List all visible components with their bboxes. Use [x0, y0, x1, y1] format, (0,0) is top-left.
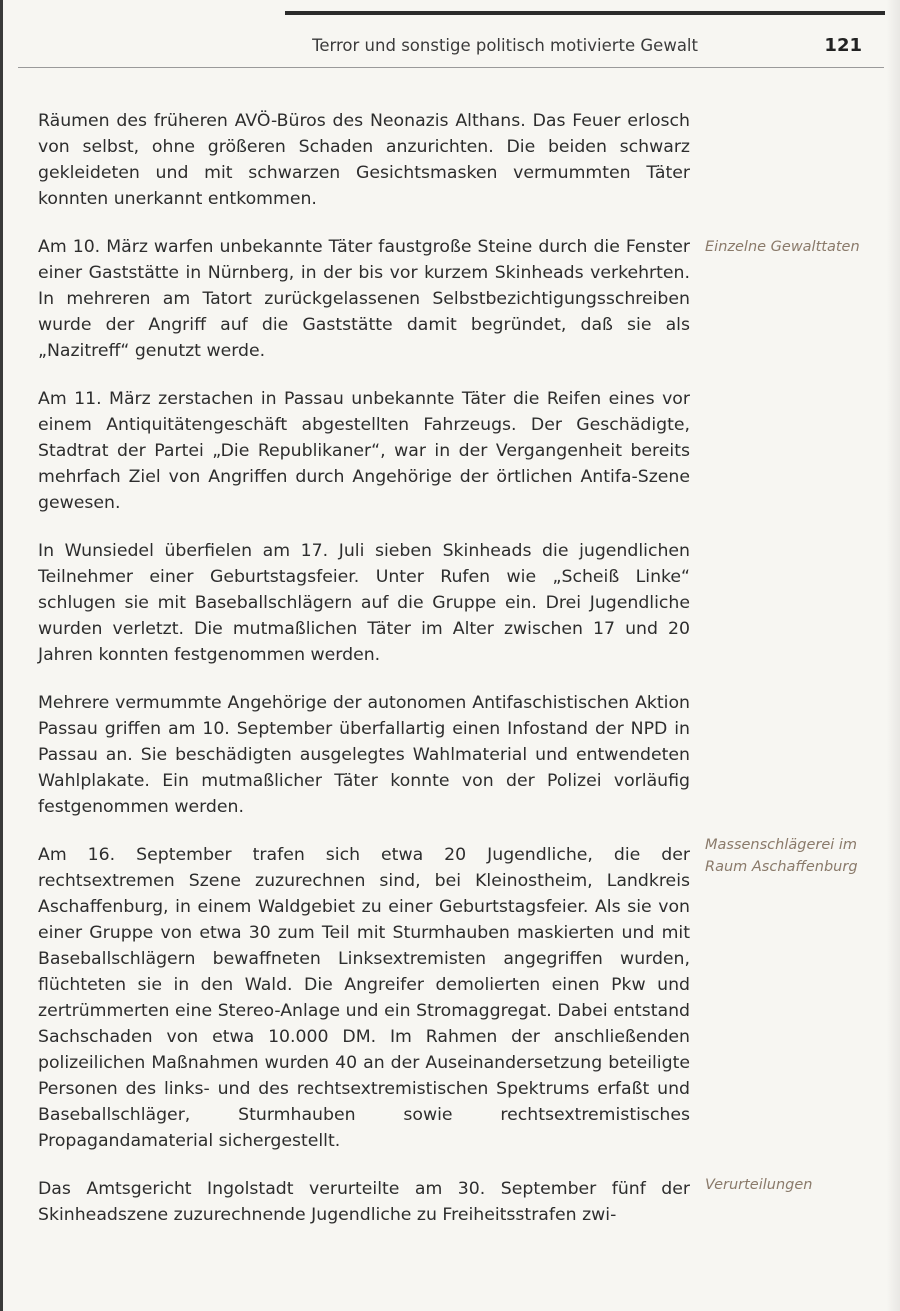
margin-note-verurteilungen: Verurteilungen — [705, 1177, 813, 1193]
page-number: 121 — [824, 35, 862, 56]
paragraph-ingolstadt: Das Amtsgericht Ingolstadt verurteilte am 30. September fünf der Skinheadszene zuzurechnende Jugendliche zu Freiheitsstrafen zwi- — [38, 1179, 690, 1225]
margin-note-massenschlaegerei: Massenschlägerei im Raum Aschaffenburg — [705, 837, 858, 875]
paragraph-avoe-fire: Räumen des früheren AVÖ-Büros des Neonazis Althans. Das Feuer erlosch von selbst, ohne größeren Schaden anzurichten. Die beiden schwarz gekleideten und mit schwarzen Gesichtsmasken vermummten Täter konnten unerkannt entkommen. — [38, 111, 690, 209]
paragraph-aschaffenburg: Am 16. September trafen sich etwa 20 Jugendliche, die der rechtsextremen Szene zuzurechnen sind, bei Kleinostheim, Landkreis Aschaffenburg, in einem Waldgebiet zu einer Geburtstagsfeier. Als sie von einer Gruppe von etwa 30 zum Teil mit Sturmhauben maskierten und mit Baseballschlägern bewaffneten Linksextremisten angegriffen wurden, flüchteten sie in den Wald. Die Angreifer demolierten einen Pkw und zertrümmerten eine Stereo-Anlage und ein Stromaggregat. Dabei entstand Sachschaden von etwa 10.000 DM. Im Rahmen der anschließenden polizeilichen Maßnahmen wurden 40 an der Auseinandersetzung beteiligte Personen des links- und des rechtsextremistischen Spektrums erfaßt und Baseballschläger, Sturmhauben sowie rechtsextremistisches Propagandamaterial sichergestellt. — [38, 845, 690, 1151]
running-header — [18, 36, 882, 66]
page-right-shadow — [886, 0, 900, 1311]
page-left-edge — [0, 0, 3, 1311]
paragraph-passau-tires: Am 11. März zerstachen in Passau unbekannte Täter die Reifen eines vor einem Antiquitätengeschäft abgestellten Fahrzeugs. Der Geschädigte, Stadtrat der Partei „Die Republikaner“, war in der Vergangenheit bereits mehrfach Ziel von Angriffen durch Angehörige der örtlichen Antifa-Szene gewesen. — [38, 389, 690, 513]
running-header-title: Terror und sonstige politisch motivierte Gewalt — [312, 36, 698, 55]
margin-note-einzelne-gewalttaten: Einzelne Gewalttaten — [705, 239, 860, 255]
paragraph-nuernberg: Am 10. März warfen unbekannte Täter faustgroße Steine durch die Fenster einer Gaststätte in Nürnberg, in der bis vor kurzem Skinheads verkehrten. In mehreren am Tatort zurückgelassenen Selbstbezichtigungsschreiben wurde der Angriff auf die Gaststätte damit begründet, daß sie als „Nazitreff“ genutzt werde. — [38, 237, 690, 361]
body-text — [38, 108, 690, 1250]
header-rule — [18, 67, 884, 68]
top-rule — [285, 11, 885, 15]
paragraph-passau-infostand: Mehrere vermummte Angehörige der autonomen Antifaschistischen Aktion Passau griffen am 10. September überfallartig einen Infostand der NPD in Passau an. Sie beschädigten ausgelegtes Wahlmaterial und entwendeten Wahlplakate. Ein mutmaßlicher Täter konnte von der Polizei vorläufig festgenommen werden. — [38, 693, 690, 817]
paragraph-wunsiedel: In Wunsiedel überfielen am 17. Juli sieben Skinheads die jugendlichen Teilnehmer einer Geburtstagsfeier. Unter Rufen wie „Scheiß Linke“ schlugen sie mit Baseballschlägern auf die Gruppe ein. Drei Jugendliche wurden verletzt. Die mutmaßlichen Täter im Alter zwischen 17 und 20 Jahren konnten festgenommen werden. — [38, 541, 690, 665]
